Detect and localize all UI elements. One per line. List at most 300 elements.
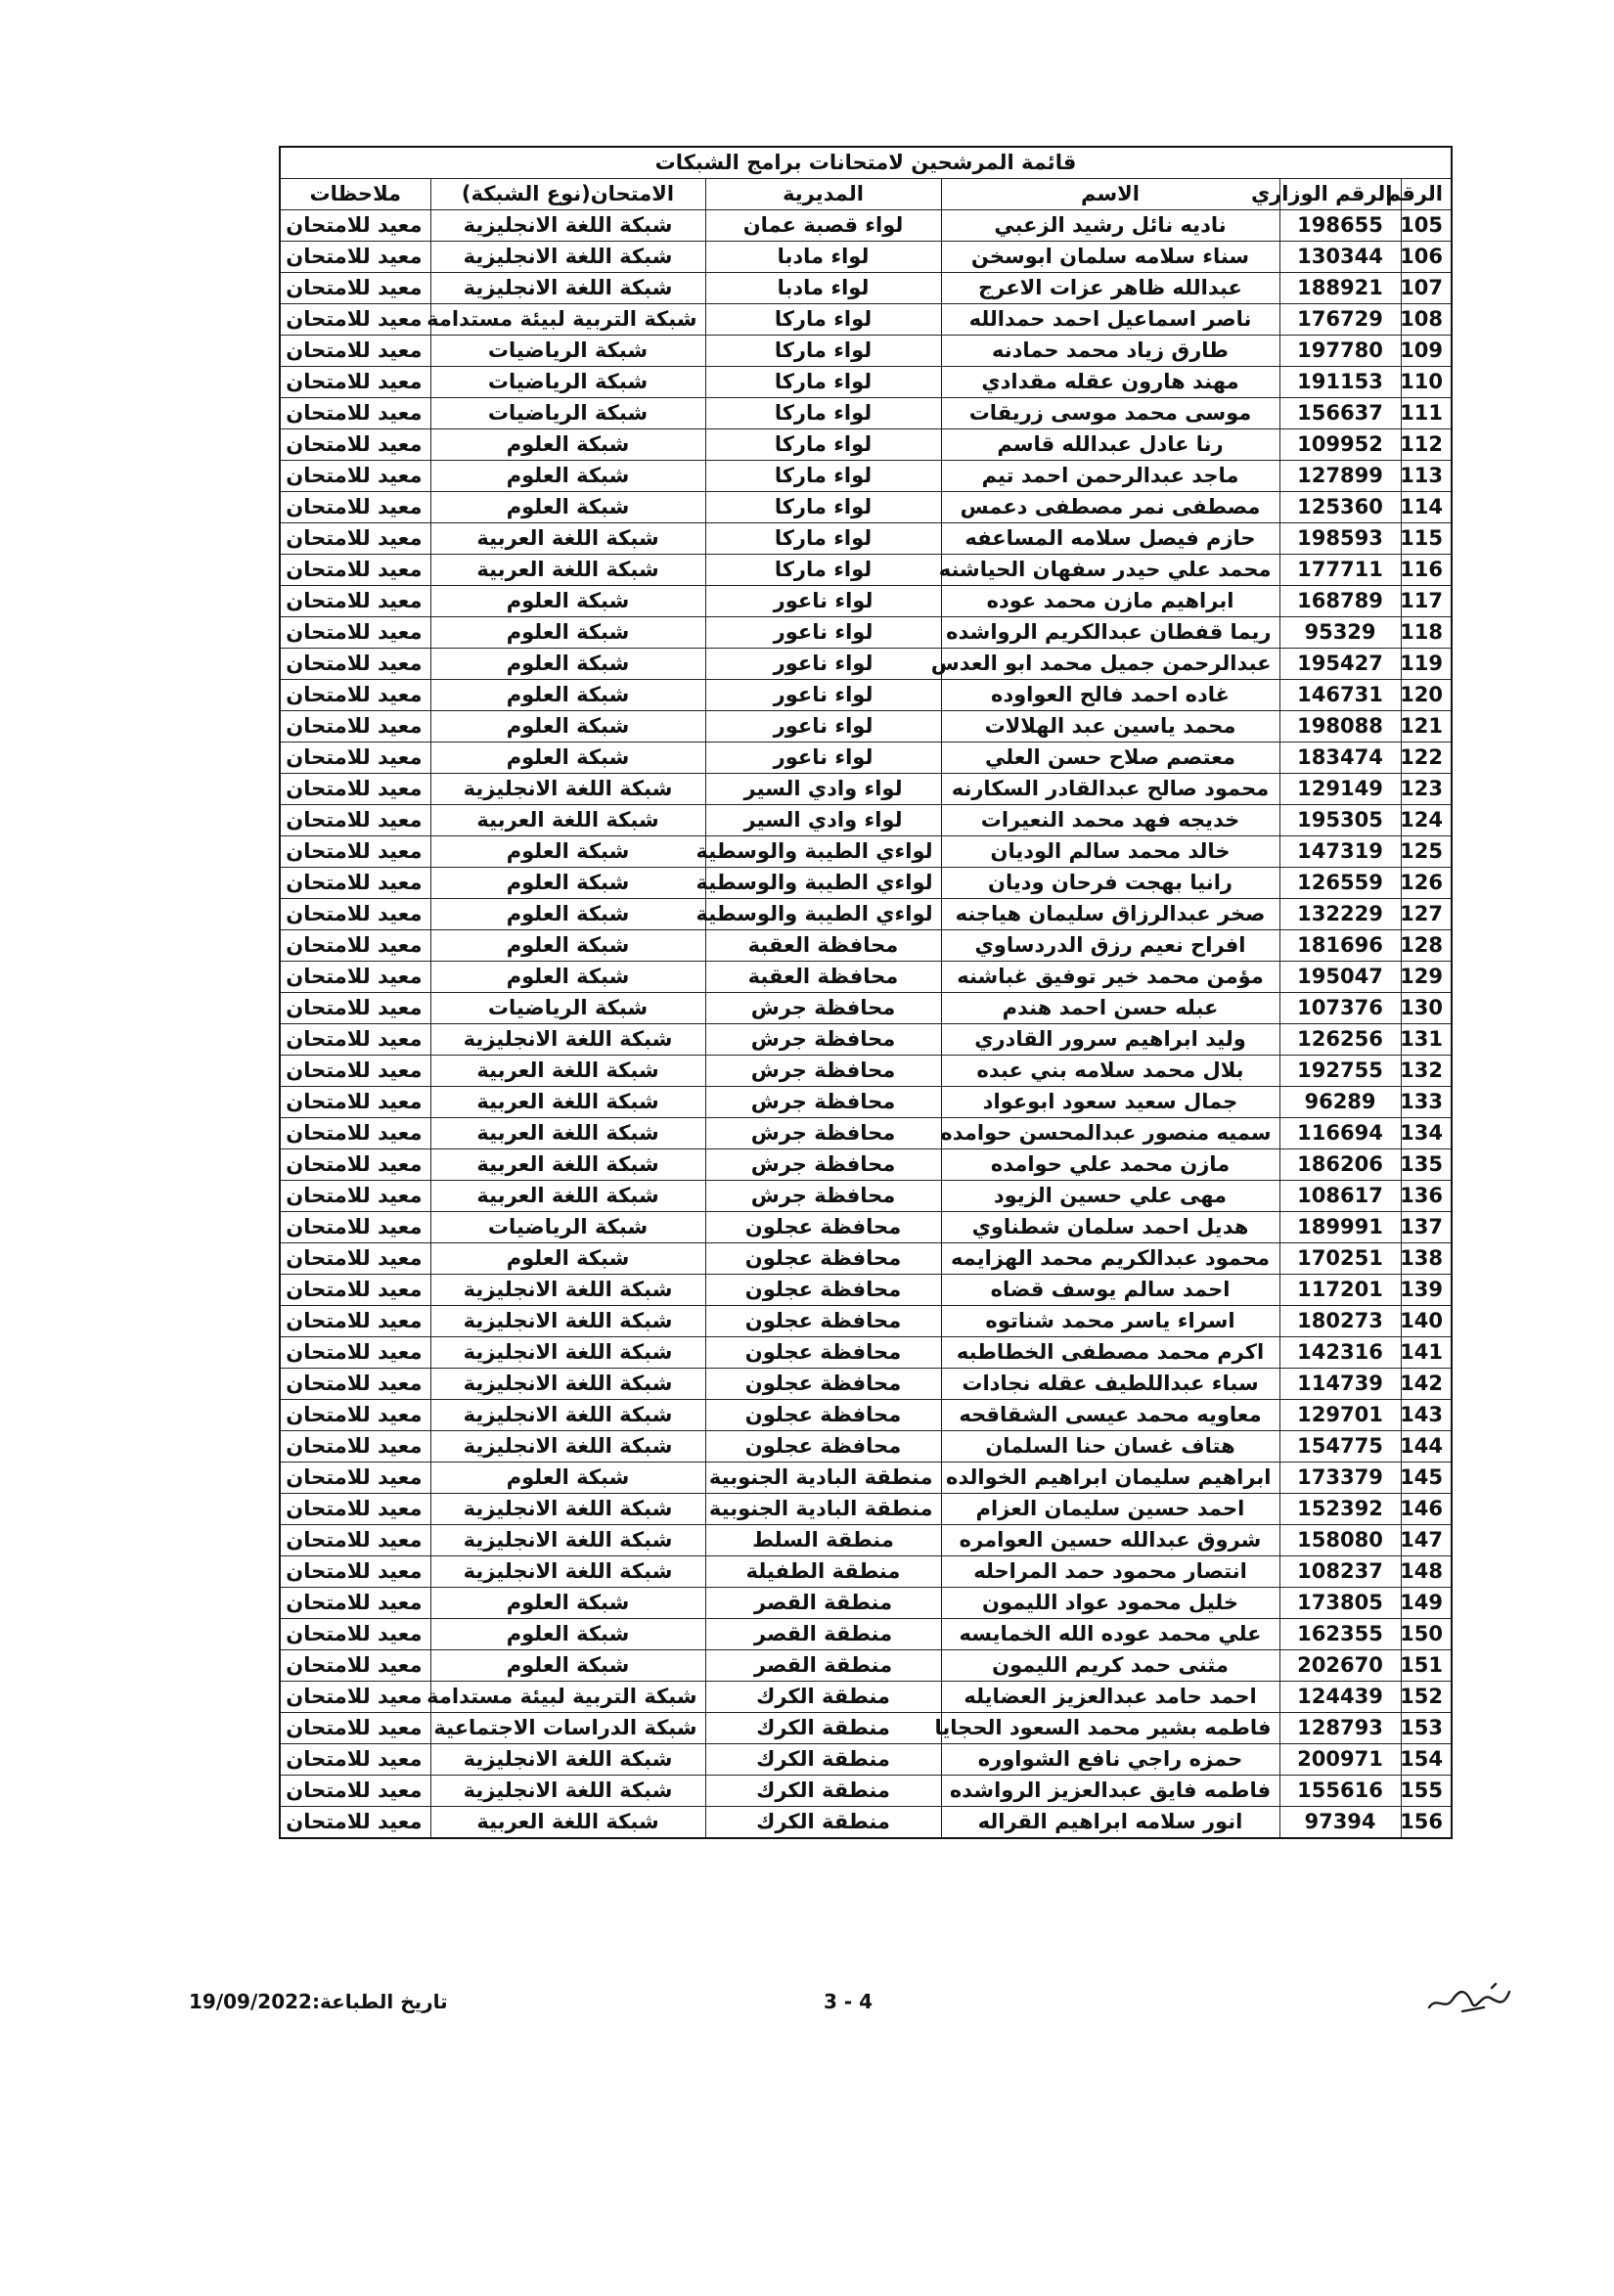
candidate-name: وليد ابراهيم سرور القادري	[941, 1024, 1279, 1056]
row-number: 126	[1401, 868, 1452, 899]
table-row	[280, 1463, 1452, 1494]
ministry-id: 177711	[1279, 555, 1401, 586]
ministry-id: 191153	[1279, 367, 1401, 398]
ministry-id: 198088	[1279, 711, 1401, 743]
directorate: محافظة عجلون	[705, 1275, 941, 1306]
directorate: محافظة العقبة	[705, 962, 941, 993]
table-row	[280, 711, 1452, 743]
directorate: لواء ناعور	[705, 743, 941, 774]
table-row	[280, 993, 1452, 1024]
ministry-id: 109952	[1279, 429, 1401, 461]
row-number: 129	[1401, 962, 1452, 993]
directorate: محافظة جرش	[705, 1024, 941, 1056]
candidate-name: مصطفى نمر مصطفى دعمس	[941, 492, 1279, 523]
candidate-name: فاطمه بشير محمد السعود الحجايا	[941, 1713, 1279, 1744]
table-header-row	[280, 179, 1452, 210]
notes: معيد للامتحان	[280, 743, 430, 774]
ministry-id: 170251	[1279, 1243, 1401, 1275]
ministry-id: 125360	[1279, 492, 1401, 523]
candidate-name: ابراهيم سليمان ابراهيم الخوالده	[941, 1463, 1279, 1494]
candidate-name: طارق زياد محمد حمادنه	[941, 336, 1279, 367]
candidate-name: ريما قفطان عبدالكريم الرواشده	[941, 617, 1279, 649]
row-number: 117	[1401, 586, 1452, 617]
row-number: 120	[1401, 680, 1452, 711]
notes: معيد للامتحان	[280, 962, 430, 993]
exam-network: شبكة العلوم	[430, 649, 705, 680]
candidate-name: خليل محمود عواد الليمون	[941, 1588, 1279, 1619]
row-number: 130	[1401, 993, 1452, 1024]
exam-network: شبكة اللغة الانجليزية	[430, 1306, 705, 1337]
ministry-id: 198593	[1279, 523, 1401, 555]
candidate-name: جمال سعيد سعود ابوعواد	[941, 1087, 1279, 1118]
exam-network: شبكة اللغة الانجليزية	[430, 1024, 705, 1056]
table-row	[280, 1619, 1452, 1650]
directorate: منطقة القصر	[705, 1588, 941, 1619]
ministry-id: 95329	[1279, 617, 1401, 649]
candidate-name: ناصر اسماعيل احمد حمدالله	[941, 304, 1279, 336]
table-row	[280, 367, 1452, 398]
directorate: محافظة جرش	[705, 1087, 941, 1118]
exam-network: شبكة اللغة الانجليزية	[430, 1494, 705, 1525]
exam-network: شبكة العلوم	[430, 492, 705, 523]
table-row	[280, 1588, 1452, 1619]
candidate-name: شروق عبدالله حسين العوامره	[941, 1525, 1279, 1556]
directorate: محافظة عجلون	[705, 1212, 941, 1243]
exam-network: شبكة الدراسات الاجتماعية	[430, 1713, 705, 1744]
ministry-id: 117201	[1279, 1275, 1401, 1306]
exam-network: شبكة العلوم	[430, 1650, 705, 1682]
candidate-name: رنا عادل عبدالله قاسم	[941, 429, 1279, 461]
table-row	[280, 1369, 1452, 1400]
ministry-id: 96289	[1279, 1087, 1401, 1118]
candidate-name: مهند هارون عقله مقدادي	[941, 367, 1279, 398]
exam-network: شبكة الرياضيات	[430, 993, 705, 1024]
notes: معيد للامتحان	[280, 242, 430, 273]
exam-network: شبكة اللغة العربية	[430, 555, 705, 586]
notes: معيد للامتحان	[280, 523, 430, 555]
ministry-id: 142316	[1279, 1337, 1401, 1369]
directorate: منطقة القصر	[705, 1619, 941, 1650]
notes: معيد للامتحان	[280, 586, 430, 617]
row-number: 121	[1401, 711, 1452, 743]
notes: معيد للامتحان	[280, 649, 430, 680]
directorate: لواء ماركا	[705, 336, 941, 367]
table-row	[280, 429, 1452, 461]
directorate: محافظة عجلون	[705, 1400, 941, 1431]
directorate: لواء قصبة عمان	[705, 210, 941, 242]
ministry-id: 197780	[1279, 336, 1401, 367]
directorate: محافظة العقبة	[705, 930, 941, 962]
notes: معيد للامتحان	[280, 774, 430, 805]
candidate-name: انور سلامه ابراهيم القراله	[941, 1807, 1279, 1839]
ministry-id: 129149	[1279, 774, 1401, 805]
candidate-name: صخر عبدالرزاق سليمان هياجنه	[941, 899, 1279, 930]
table-row	[280, 1556, 1452, 1588]
notes: معيد للامتحان	[280, 1682, 430, 1713]
notes: معيد للامتحان	[280, 836, 430, 868]
table-row	[280, 962, 1452, 993]
header-notes: ملاحظات	[280, 179, 430, 210]
directorate: لواء ناعور	[705, 649, 941, 680]
row-number: 116	[1401, 555, 1452, 586]
exam-network: شبكة العلوم	[430, 680, 705, 711]
table-row	[280, 273, 1452, 304]
table-row	[280, 210, 1452, 242]
directorate: لواء ماركا	[705, 523, 941, 555]
candidate-name: اسراء ياسر محمد شناتوه	[941, 1306, 1279, 1337]
row-number: 132	[1401, 1056, 1452, 1087]
ministry-id: 186206	[1279, 1149, 1401, 1181]
notes: معيد للامتحان	[280, 1275, 430, 1306]
row-number: 144	[1401, 1431, 1452, 1463]
exam-network: شبكة اللغة العربية	[430, 1087, 705, 1118]
exam-network: شبكة العلوم	[430, 743, 705, 774]
directorate: منطقة القصر	[705, 1650, 941, 1682]
table-row	[280, 1306, 1452, 1337]
ministry-id: 156637	[1279, 398, 1401, 429]
ministry-id: 130344	[1279, 242, 1401, 273]
row-number: 118	[1401, 617, 1452, 649]
candidate-name: غاده احمد فالح العواوده	[941, 680, 1279, 711]
row-number: 134	[1401, 1118, 1452, 1149]
notes: معيد للامتحان	[280, 711, 430, 743]
ministry-id: 127899	[1279, 461, 1401, 492]
ministry-id: 183474	[1279, 743, 1401, 774]
table-row	[280, 1149, 1452, 1181]
directorate: لواء ماركا	[705, 492, 941, 523]
exam-network: شبكة اللغة العربية	[430, 1181, 705, 1212]
notes: معيد للامتحان	[280, 868, 430, 899]
candidate-name: محمد ياسين عبد الهلالات	[941, 711, 1279, 743]
table-row	[280, 336, 1452, 367]
notes: معيد للامتحان	[280, 805, 430, 836]
ministry-id: 158080	[1279, 1525, 1401, 1556]
table-row	[280, 868, 1452, 899]
directorate: لواء وادي السير	[705, 805, 941, 836]
candidate-name: افراح نعيم رزق الدردساوي	[941, 930, 1279, 962]
ministry-id: 146731	[1279, 680, 1401, 711]
exam-network: شبكة الرياضيات	[430, 367, 705, 398]
directorate: محافظة عجلون	[705, 1243, 941, 1275]
exam-network: شبكة اللغة الانجليزية	[430, 774, 705, 805]
notes: معيد للامتحان	[280, 1431, 430, 1463]
directorate: لواء مادبا	[705, 273, 941, 304]
candidate-name: مهى علي حسين الزيود	[941, 1181, 1279, 1212]
table-row	[280, 1337, 1452, 1369]
notes: معيد للامتحان	[280, 1212, 430, 1243]
exam-network: شبكة اللغة الانجليزية	[430, 1369, 705, 1400]
table-row	[280, 1181, 1452, 1212]
row-number: 136	[1401, 1181, 1452, 1212]
notes: معيد للامتحان	[280, 1149, 430, 1181]
notes: معيد للامتحان	[280, 1744, 430, 1776]
notes: معيد للامتحان	[280, 429, 430, 461]
exam-network: شبكة العلوم	[430, 1619, 705, 1650]
exam-network: شبكة اللغة الانجليزية	[430, 1744, 705, 1776]
signature-mark	[1423, 1978, 1521, 2021]
row-number: 147	[1401, 1525, 1452, 1556]
directorate: محافظة جرش	[705, 993, 941, 1024]
candidate-name: محمود عبدالكريم محمد الهزايمه	[941, 1243, 1279, 1275]
candidate-name: سناء سلامه سلمان ابوسخن	[941, 242, 1279, 273]
candidates-table	[279, 146, 1453, 1839]
directorate: لواء ماركا	[705, 461, 941, 492]
row-number: 127	[1401, 899, 1452, 930]
exam-network: شبكة العلوم	[430, 711, 705, 743]
table-row	[280, 1776, 1452, 1807]
exam-network: شبكة العلوم	[430, 1243, 705, 1275]
exam-network: شبكة اللغة الانجليزية	[430, 1525, 705, 1556]
exam-network: شبكة اللغة الانجليزية	[430, 242, 705, 273]
ministry-id: 132229	[1279, 899, 1401, 930]
candidate-name: مثنى حمد كريم الليمون	[941, 1650, 1279, 1682]
row-number: 108	[1401, 304, 1452, 336]
ministry-id: 195047	[1279, 962, 1401, 993]
exam-network: شبكة الرياضيات	[430, 1212, 705, 1243]
ministry-id: 195305	[1279, 805, 1401, 836]
table-row	[280, 1682, 1452, 1713]
exam-network: شبكة اللغة الانجليزية	[430, 1337, 705, 1369]
exam-network: شبكة اللغة الانجليزية	[430, 1400, 705, 1431]
notes: معيد للامتحان	[280, 1619, 430, 1650]
row-number: 119	[1401, 649, 1452, 680]
notes: معيد للامتحان	[280, 336, 430, 367]
exam-network: شبكة اللغة العربية	[430, 1807, 705, 1839]
row-number: 123	[1401, 774, 1452, 805]
row-number: 146	[1401, 1494, 1452, 1525]
row-number: 152	[1401, 1682, 1452, 1713]
exam-network: شبكة اللغة الانجليزية	[430, 1275, 705, 1306]
notes: معيد للامتحان	[280, 680, 430, 711]
directorate: لواء ناعور	[705, 680, 941, 711]
notes: معيد للامتحان	[280, 1056, 430, 1087]
notes: معيد للامتحان	[280, 1369, 430, 1400]
directorate: لواء ناعور	[705, 586, 941, 617]
exam-network: شبكة العلوم	[430, 586, 705, 617]
notes: معيد للامتحان	[280, 1588, 430, 1619]
exam-network: شبكة اللغة العربية	[430, 523, 705, 555]
ministry-id: 192755	[1279, 1056, 1401, 1087]
table-row	[280, 586, 1452, 617]
directorate: لواء ناعور	[705, 711, 941, 743]
ministry-id: 155616	[1279, 1776, 1401, 1807]
table-row	[280, 1494, 1452, 1525]
row-number: 114	[1401, 492, 1452, 523]
notes: معيد للامتحان	[280, 617, 430, 649]
table-row	[280, 836, 1452, 868]
directorate: محافظة عجلون	[705, 1431, 941, 1463]
ministry-id: 173379	[1279, 1463, 1401, 1494]
exam-network: شبكة اللغة العربية	[430, 1118, 705, 1149]
table-row	[280, 1713, 1452, 1744]
row-number: 109	[1401, 336, 1452, 367]
row-number: 143	[1401, 1400, 1452, 1431]
ministry-id: 129701	[1279, 1400, 1401, 1431]
exam-network: شبكة اللغة الانجليزية	[430, 1431, 705, 1463]
candidate-name: عبله حسن احمد هندم	[941, 993, 1279, 1024]
directorate: محافظة عجلون	[705, 1369, 941, 1400]
ministry-id: 200971	[1279, 1744, 1401, 1776]
ministry-id: 116694	[1279, 1118, 1401, 1149]
ministry-id: 162355	[1279, 1619, 1401, 1650]
directorate: لواء مادبا	[705, 242, 941, 273]
notes: معيد للامتحان	[280, 1525, 430, 1556]
table-row	[280, 1118, 1452, 1149]
ministry-id: 189991	[1279, 1212, 1401, 1243]
directorate: لواء ماركا	[705, 429, 941, 461]
candidate-name: عبدالرحمن جميل محمد ابو العدس	[941, 649, 1279, 680]
directorate: منطقة السلط	[705, 1525, 941, 1556]
exam-network: شبكة العلوم	[430, 930, 705, 962]
row-number: 110	[1401, 367, 1452, 398]
table-row	[280, 1525, 1452, 1556]
notes: معيد للامتحان	[280, 1556, 430, 1588]
candidate-name: حمزه راجي نافع الشواوره	[941, 1744, 1279, 1776]
table-row	[280, 680, 1452, 711]
exam-network: شبكة اللغة الانجليزية	[430, 1556, 705, 1588]
notes: معيد للامتحان	[280, 1776, 430, 1807]
notes: معيد للامتحان	[280, 1118, 430, 1149]
row-number: 115	[1401, 523, 1452, 555]
candidate-name: خالد محمد سالم الوديان	[941, 836, 1279, 868]
exam-network: شبكة الرياضيات	[430, 398, 705, 429]
ministry-id: 124439	[1279, 1682, 1401, 1713]
table-row	[280, 555, 1452, 586]
candidate-name: ابراهيم مازن محمد عوده	[941, 586, 1279, 617]
candidate-name: انتصار محمود حمد المراحله	[941, 1556, 1279, 1588]
table-row	[280, 1056, 1452, 1087]
row-number: 111	[1401, 398, 1452, 429]
row-number: 122	[1401, 743, 1452, 774]
exam-network: شبكة العلوم	[430, 617, 705, 649]
row-number: 128	[1401, 930, 1452, 962]
notes: معيد للامتحان	[280, 398, 430, 429]
table-row	[280, 1650, 1452, 1682]
ministry-id: 107376	[1279, 993, 1401, 1024]
table-title-row	[280, 147, 1452, 179]
notes: معيد للامتحان	[280, 367, 430, 398]
candidates-sheet	[281, 146, 1453, 1839]
directorate: محافظة عجلون	[705, 1337, 941, 1369]
header-name: الاسم	[941, 179, 1279, 210]
exam-network: شبكة العلوم	[430, 1463, 705, 1494]
ministry-id: 152392	[1279, 1494, 1401, 1525]
table-body	[280, 210, 1452, 1839]
candidate-name: ناديه نائل رشيد الزعبي	[941, 210, 1279, 242]
notes: معيد للامتحان	[280, 1024, 430, 1056]
candidate-name: محمود صالح عبدالقادر السكارنه	[941, 774, 1279, 805]
ministry-id: 126256	[1279, 1024, 1401, 1056]
header-num: الرقم	[1401, 179, 1452, 210]
table-row	[280, 1212, 1452, 1243]
row-number: 139	[1401, 1275, 1452, 1306]
ministry-id: 128793	[1279, 1713, 1401, 1744]
directorate: منطقة الكرك	[705, 1776, 941, 1807]
exam-network: شبكة اللغة العربية	[430, 805, 705, 836]
exam-network: شبكة اللغة الانجليزية	[430, 1776, 705, 1807]
notes: معيد للامتحان	[280, 1713, 430, 1744]
candidate-name: عبدالله ظاهر عزات الاعرج	[941, 273, 1279, 304]
table-row	[280, 1744, 1452, 1776]
table-row	[280, 1400, 1452, 1431]
candidate-name: بلال محمد سلامه بني عبده	[941, 1056, 1279, 1087]
row-number: 154	[1401, 1744, 1452, 1776]
ministry-id: 97394	[1279, 1807, 1401, 1839]
row-number: 124	[1401, 805, 1452, 836]
ministry-id: 108617	[1279, 1181, 1401, 1212]
notes: معيد للامتحان	[280, 1306, 430, 1337]
row-number: 138	[1401, 1243, 1452, 1275]
row-number: 106	[1401, 242, 1452, 273]
ministry-id: 126559	[1279, 868, 1401, 899]
exam-network: شبكة العلوم	[430, 836, 705, 868]
ministry-id: 202670	[1279, 1650, 1401, 1682]
row-number: 107	[1401, 273, 1452, 304]
table-row	[280, 242, 1452, 273]
row-number: 142	[1401, 1369, 1452, 1400]
directorate: منطقة البادية الجنوبية	[705, 1494, 941, 1525]
directorate: منطقة الكرك	[705, 1744, 941, 1776]
row-number: 149	[1401, 1588, 1452, 1619]
notes: معيد للامتحان	[280, 304, 430, 336]
exam-network: شبكة اللغة العربية	[430, 1149, 705, 1181]
notes: معيد للامتحان	[280, 899, 430, 930]
table-row	[280, 930, 1452, 962]
notes: معيد للامتحان	[280, 993, 430, 1024]
ministry-id: 108237	[1279, 1556, 1401, 1588]
directorate: لواء ناعور	[705, 617, 941, 649]
row-number: 133	[1401, 1087, 1452, 1118]
notes: معيد للامتحان	[280, 273, 430, 304]
exam-network: شبكة التربية لبيئة مستدامة	[430, 304, 705, 336]
exam-network: شبكة العلوم	[430, 461, 705, 492]
notes: معيد للامتحان	[280, 1337, 430, 1369]
table-row	[280, 1024, 1452, 1056]
table-row	[280, 1431, 1452, 1463]
ministry-id: 154775	[1279, 1431, 1401, 1463]
exam-network: شبكة العلوم	[430, 899, 705, 930]
candidate-name: فاطمه فايق عبدالعزيز الرواشده	[941, 1776, 1279, 1807]
exam-network: شبكة الرياضيات	[430, 336, 705, 367]
ministry-id: 176729	[1279, 304, 1401, 336]
row-number: 137	[1401, 1212, 1452, 1243]
header-ministry-id: الرقم الوزاري	[1279, 179, 1401, 210]
table-row	[280, 1243, 1452, 1275]
exam-network: شبكة العلوم	[430, 1588, 705, 1619]
header-directorate: المديرية	[705, 179, 941, 210]
directorate: منطقة البادية الجنوبية	[705, 1463, 941, 1494]
directorate: محافظة عجلون	[705, 1306, 941, 1337]
directorate: منطقة الطفيلة	[705, 1556, 941, 1588]
directorate: لواء ماركا	[705, 555, 941, 586]
directorate: لواء وادي السير	[705, 774, 941, 805]
candidate-name: مؤمن محمد خير توفيق غباشنه	[941, 962, 1279, 993]
page-number: 3 - 4	[824, 1990, 874, 2013]
print-date: تاريخ الطباعة:19/09/2022	[189, 1990, 448, 2013]
notes: معيد للامتحان	[280, 1807, 430, 1839]
candidate-name: رانيا بهجت فرحان وديان	[941, 868, 1279, 899]
candidate-name: سميه منصور عبدالمحسن حوامده	[941, 1118, 1279, 1149]
row-number: 156	[1401, 1807, 1452, 1839]
row-number: 135	[1401, 1149, 1452, 1181]
candidate-name: محمد علي حيدر سفهان الحياشنه	[941, 555, 1279, 586]
ministry-id: 114739	[1279, 1369, 1401, 1400]
header-exam: الامتحان(نوع الشبكة)	[430, 179, 705, 210]
directorate: محافظة جرش	[705, 1056, 941, 1087]
directorate: محافظة جرش	[705, 1181, 941, 1212]
table-row	[280, 1087, 1452, 1118]
ministry-id: 198655	[1279, 210, 1401, 242]
